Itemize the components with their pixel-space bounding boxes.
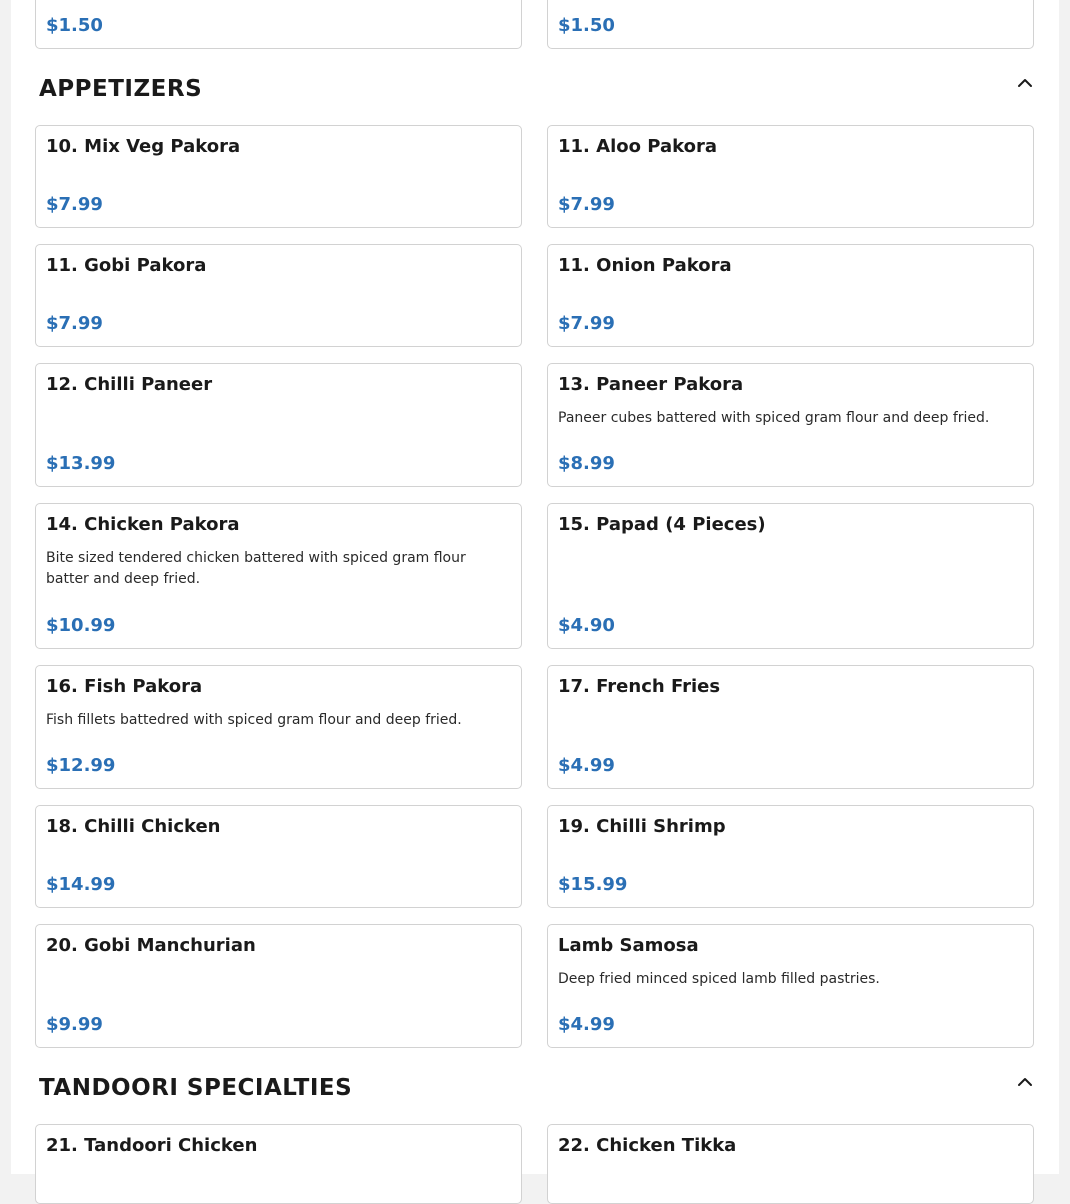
item-price: $14.99: [46, 874, 116, 895]
menu-item-card[interactable]: [35, 363, 522, 487]
item-name: 19. Chilli Shrimp: [558, 816, 726, 837]
item-description: Bite sized tendered chicken battered with spiced gram flour batter and deep fried.: [46, 550, 466, 587]
item-price: $12.99: [46, 755, 116, 776]
menu-item-card[interactable]: [35, 503, 522, 649]
menu-item-card[interactable]: [35, 0, 522, 49]
chevron-up-icon[interactable]: [1015, 1072, 1035, 1092]
item-price: $1.50: [46, 15, 103, 36]
item-name: 13. Paneer Pakora: [558, 374, 744, 395]
menu-item-card[interactable]: [547, 503, 1034, 649]
menu-item-card[interactable]: [547, 363, 1034, 487]
item-description: Paneer cubes battered with spiced gram flour and deep fried.: [558, 410, 990, 426]
item-price: $7.99: [558, 313, 615, 334]
item-name: 11. Gobi Pakora: [46, 255, 207, 276]
item-price: $10.99: [46, 615, 116, 636]
item-name: 22. Chicken Tikka: [558, 1135, 737, 1156]
item-name: 21. Tandoori Chicken: [46, 1135, 258, 1156]
item-name: Lamb Samosa: [558, 935, 699, 956]
item-price: $15.99: [558, 874, 628, 895]
item-name: 18. Chilli Chicken: [46, 816, 221, 837]
item-price: $13.99: [46, 453, 116, 474]
menu-item-card[interactable]: [547, 665, 1034, 789]
section-title-appetizers: APPETIZERS: [39, 76, 203, 102]
item-name: 20. Gobi Manchurian: [46, 935, 256, 956]
item-name: 17. French Fries: [558, 676, 721, 697]
item-price: $4.99: [558, 1014, 615, 1035]
item-price: $4.90: [558, 615, 615, 636]
item-description: Deep fried minced spiced lamb filled pastries.: [558, 971, 880, 987]
item-price: $7.99: [558, 194, 615, 215]
menu-item-card[interactable]: [547, 125, 1034, 228]
menu-item-card[interactable]: [547, 0, 1034, 49]
item-price: $9.99: [46, 1014, 103, 1035]
item-price: $7.99: [46, 313, 103, 334]
menu-item-card[interactable]: [547, 244, 1034, 347]
menu-item-card[interactable]: [547, 924, 1034, 1048]
item-price: $7.99: [46, 194, 103, 215]
item-name: 11. Aloo Pakora: [558, 136, 717, 157]
menu-item-card[interactable]: [35, 924, 522, 1048]
item-description: Fish fillets battedred with spiced gram flour and deep fried.: [46, 712, 462, 728]
menu-item-card[interactable]: [35, 805, 522, 908]
item-name: 16. Fish Pakora: [46, 676, 203, 697]
menu-item-card[interactable]: [35, 1124, 522, 1204]
item-name: 12. Chilli Paneer: [46, 374, 213, 395]
section-title-tandoori-specialties: TANDOORI SPECIALTIES: [39, 1075, 353, 1101]
menu-item-card[interactable]: [547, 1124, 1034, 1204]
menu-item-card[interactable]: [35, 665, 522, 789]
item-price: $8.99: [558, 453, 615, 474]
menu-item-card[interactable]: [35, 125, 522, 228]
item-name: 15. Papad (4 Pieces): [558, 514, 766, 535]
item-price: $1.50: [558, 15, 615, 36]
item-name: 14. Chicken Pakora: [46, 514, 240, 535]
item-price: $4.99: [558, 755, 615, 776]
menu-page: [11, 0, 1059, 1174]
menu-item-card[interactable]: [547, 805, 1034, 908]
chevron-up-icon[interactable]: [1015, 73, 1035, 93]
item-name: 10. Mix Veg Pakora: [46, 136, 241, 157]
item-name: 11. Onion Pakora: [558, 255, 732, 276]
menu-item-card[interactable]: [35, 244, 522, 347]
